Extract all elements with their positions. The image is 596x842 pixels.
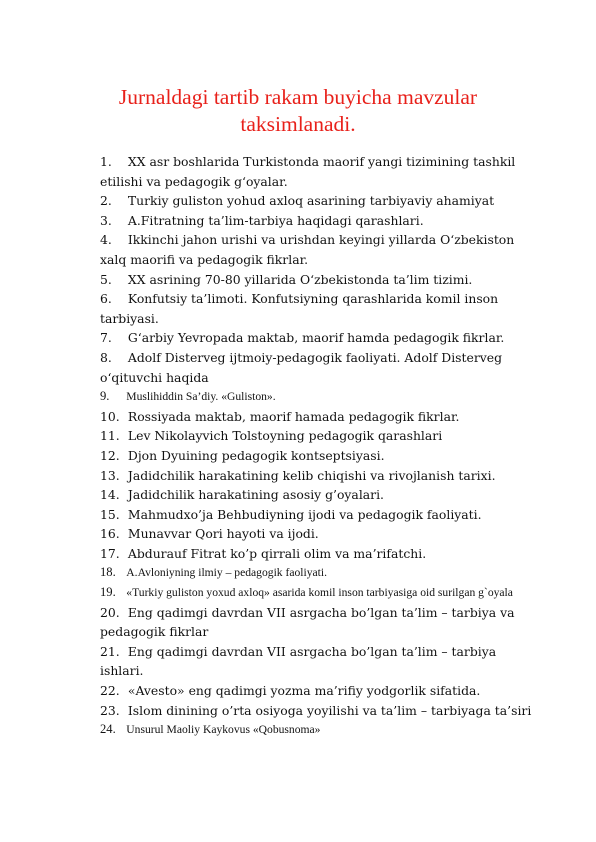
- topic-text: «Turkiy guliston yoxud axloq» asarida komil inson tarbiyasiga oid surilgan g`oyala: [126, 586, 513, 600]
- topic-item: [100, 289, 540, 328]
- topic-item: [100, 211, 540, 231]
- topic-text: Turkiy guliston yohud axloq asarining tarbiyaviy ahamiyat: [127, 193, 495, 209]
- topic-number: 1.: [100, 154, 112, 169]
- document-title: Jurnaldagi tartib rakam buyicha mavzular taksimlanadi.: [118, 85, 478, 136]
- topic-number: 19.: [100, 585, 116, 600]
- topic-number: 3.: [100, 212, 112, 228]
- topic-item: [100, 191, 540, 211]
- topic-number: 14.: [100, 487, 120, 503]
- topic-text: Abdurauf Fitrat ko’p qirrali olim va ma’rifatchi.: [127, 545, 427, 561]
- topic-item: [100, 563, 540, 583]
- topic-text: Unsurul Maoliy Kaykovus «Qobusnoma»: [126, 723, 321, 737]
- topic-text: Eng qadimgi davrdan VII asrgacha bo’lgan ta’lim – tarbiya va pedagogik fikrlar: [100, 604, 515, 640]
- topic-text: Ikkinchi jahon urishi va urishdan keyingi yillarda O‘zbekiston xalq maorifi va pedagogik fikrlar.: [100, 232, 515, 267]
- topic-item: [100, 505, 540, 525]
- topic-item: [100, 603, 540, 642]
- topic-number: 11.: [100, 428, 120, 444]
- topic-number: 20.: [100, 604, 120, 620]
- topic-list: [100, 152, 540, 740]
- topic-item: [100, 407, 540, 427]
- topic-item: [100, 485, 540, 505]
- topic-item: [100, 387, 540, 407]
- topic-text: A.Fitratning ta’lim-tarbiya haqidagi qarashlari.: [127, 212, 424, 228]
- topic-item: [100, 152, 540, 191]
- topic-text: G‘arbiy Yevropada maktab, maorif hamda pedagogik fikrlar.: [127, 330, 505, 346]
- topic-number: 8.: [100, 349, 112, 365]
- topic-item: [100, 426, 540, 446]
- topic-item: [100, 544, 540, 564]
- topic-text: Rossiyada maktab, maorif hamada pedagogik fikrlar.: [127, 408, 460, 424]
- topic-item: [100, 642, 540, 681]
- topic-number: 12.: [100, 447, 120, 463]
- topic-number: 17.: [100, 545, 120, 561]
- topic-item: [100, 348, 540, 387]
- topic-text: Lev Nikolayvich Tolstoyning pedagogik qarashlari: [127, 428, 443, 444]
- topic-number: 6.: [100, 291, 112, 307]
- topic-number: 23.: [100, 702, 120, 718]
- topic-number: 13.: [100, 467, 120, 483]
- topic-text: XX asr boshlarida Turkistonda maorif yangi tizimining tashkil etilishi va pedagogik g‘oyalar.: [100, 154, 516, 189]
- topic-number: 22.: [100, 683, 120, 699]
- topic-text: «Avesto» eng qadimgi yozma ma’rifiy yodgorlik sifatida.: [127, 683, 481, 699]
- topic-text: Jadidchilik harakatining kelib chiqishi va rivojlanish tarixi.: [127, 467, 496, 483]
- topic-number: 21.: [100, 643, 120, 659]
- topic-number: 5.: [100, 271, 112, 287]
- topic-text: Jadidchilik harakatining asosiy g’oyalari.: [127, 487, 384, 503]
- topic-item: [100, 720, 540, 740]
- topic-number: 18.: [100, 565, 116, 580]
- topic-number: 7.: [100, 330, 112, 346]
- topic-text: A.Avloniyning ilmiy – pedagogik faoliyati.: [126, 566, 328, 580]
- topic-item: [100, 681, 540, 701]
- topic-number: 2.: [100, 193, 112, 209]
- topic-item: [100, 466, 540, 486]
- topic-text: XX asrining 70-80 yillarida O‘zbekistonda ta’lim tizimi.: [127, 271, 473, 287]
- topic-text: Muslihiddin Sa’diy. «Guliston».: [126, 390, 276, 404]
- topic-item: [100, 446, 540, 466]
- topic-text: Eng qadimgi davrdan VII asrgacha bo’lgan ta’lim – tarbiya ishlari.: [100, 643, 497, 679]
- topic-text: Djon Dyuining pedagogik kontseptsiyasi.: [127, 447, 385, 463]
- topic-item: [100, 524, 540, 544]
- topic-text: Adolf Disterveg ijtmoiy-pedagogik faoliyati. Adolf Disterveg o‘qituvchi haqida: [100, 349, 503, 385]
- topic-number: 10.: [100, 408, 120, 424]
- topic-item: [100, 230, 540, 269]
- topic-item: [100, 701, 540, 721]
- topic-number: 4.: [100, 232, 112, 248]
- topic-number: 9.: [100, 389, 110, 404]
- topic-text: Munavvar Qori hayoti va ijodi.: [127, 526, 319, 542]
- topic-item: [100, 270, 540, 290]
- topic-number: 24.: [100, 722, 116, 737]
- topic-text: Mahmudxo’ja Behbudiyning ijodi va pedagogik faoliyati.: [127, 506, 482, 522]
- topic-number: 16.: [100, 526, 120, 542]
- topic-item: [100, 583, 540, 603]
- topic-number: 15.: [100, 506, 120, 522]
- topic-text: Konfutsiy ta’limoti. Konfutsiyning qarashlarida komil inson tarbiyasi.: [100, 291, 499, 326]
- topic-item: [100, 328, 540, 348]
- topic-text: Islom dinining o’rta osiyoga yoyilishi va ta’lim – tarbiyaga ta’siri: [127, 702, 532, 718]
